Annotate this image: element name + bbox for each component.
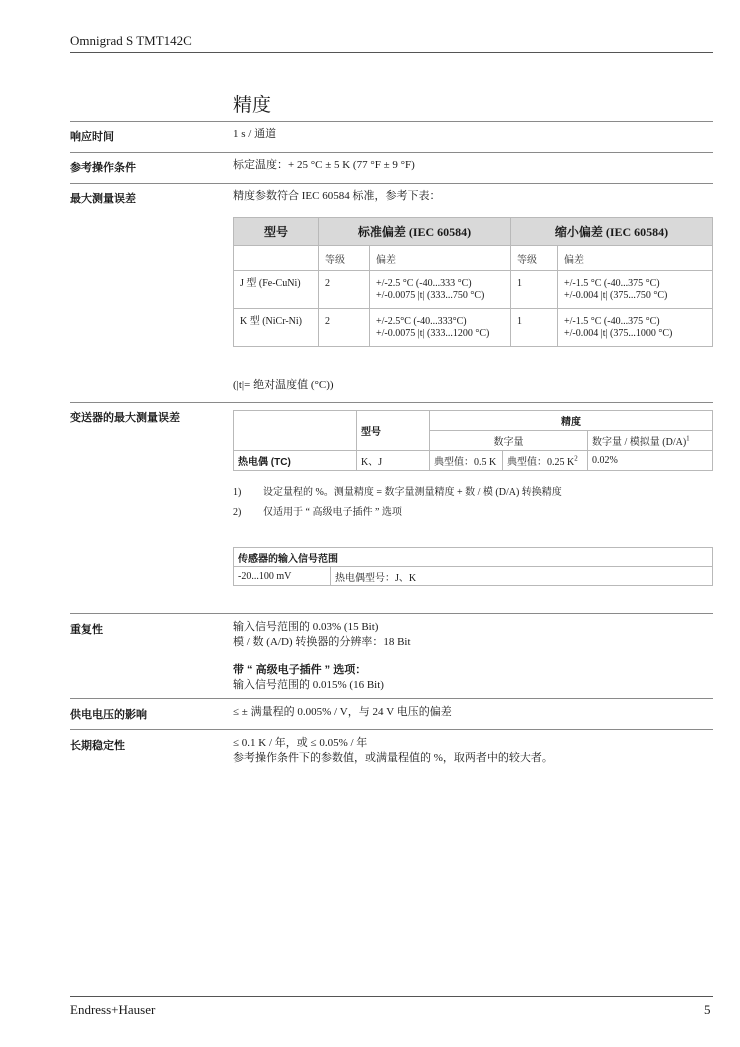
subheader-deviation: 偏差 <box>370 246 511 271</box>
cell-deviation: +/-1.5 °C (-40...375 °C) +/-0.004 |t| (375...750 °C) <box>558 271 713 309</box>
max-error-intro: 精度参数符合 IEC 60584 标准，参考下表： <box>233 190 441 202</box>
sensor-input-table <box>233 547 713 586</box>
cell-class: 1 <box>511 271 558 309</box>
row-divider <box>70 698 713 699</box>
section-title: 精度 <box>233 95 272 116</box>
page-number: 5 <box>704 1002 711 1017</box>
cell-class: 2 <box>319 309 370 347</box>
max-error-label: 最大测量误差 <box>70 193 136 205</box>
cell-deviation: +/-1.5 °C (-40...375 °C) +/-0.004 |t| (375...1000 °C) <box>558 309 713 347</box>
cell-type: K、J <box>357 451 430 471</box>
subheader-class: 等级 <box>319 246 370 271</box>
document-header-title: Omnigrad S TMT142C <box>70 33 192 48</box>
supply-voltage-label: 供电电压的影响 <box>70 709 147 721</box>
reference-conditions-label: 参考操作条件 <box>70 162 136 174</box>
table-header-reduced-deviation: 缩小偏差 (IEC 60584) <box>511 218 713 246</box>
long-term-stability-label: 长期稳定性 <box>70 740 125 752</box>
table-cell-empty <box>234 411 357 451</box>
supply-voltage-value: ≤ ± 满量程的 0.005% / V，与 24 V 电压的偏差 <box>233 706 452 718</box>
row-divider <box>70 613 713 614</box>
table-row <box>234 567 713 586</box>
row-divider <box>70 729 713 730</box>
transmitter-accuracy-table <box>233 410 713 471</box>
footer-divider <box>70 996 713 997</box>
cell-da-value: 0.02% <box>588 451 713 471</box>
subheader-deviation: 偏差 <box>558 246 713 271</box>
table-row <box>234 271 713 309</box>
reference-conditions-value: 标定温度：+ 25 °C ± 5 K (77 °F ± 9 °F) <box>233 159 415 171</box>
table-header-accuracy: 精度 <box>430 411 713 431</box>
row-divider <box>70 121 713 122</box>
row-divider <box>70 183 713 184</box>
subheader-digital: 数字量 <box>430 431 588 451</box>
cell-typical-value: 典型值：0.5 K <box>430 451 503 471</box>
cell-class: 1 <box>511 309 558 347</box>
response-time-value: 1 s / 通道 <box>233 128 277 140</box>
cell-typical-value: 典型值：0.25 $K^2$ <box>503 451 588 471</box>
footer-brand: Endress+Hauser <box>70 1002 156 1017</box>
subheader-class: 等级 <box>511 246 558 271</box>
response-time-label: 响应时间 <box>70 131 114 143</box>
cell-deviation: +/-2.5°C (-40...333°C) +/-0.0075 |t| (333...1200 °C) <box>370 309 511 347</box>
subheader-digital-analog: 数字量 / 模拟量 $(D/A)^1$ <box>588 431 713 451</box>
cell-input-range: -20...100 mV <box>234 567 331 586</box>
row-divider <box>70 152 713 153</box>
cell-class: 2 <box>319 271 370 309</box>
table-header-type: 型号 <box>234 218 319 246</box>
table-row <box>234 309 713 347</box>
long-term-stability-value: ≤ 0.1 K / 年，或 ≤ 0.05% / 年 参考操作条件下的参数值，或满量程值的 %，取两者中的较大者。 <box>233 737 553 764</box>
footnote: 2) 仅适用于 “ 高级电子插件 ” 选项 <box>233 507 402 518</box>
accuracy-table <box>233 217 713 347</box>
table-header-type: 型号 <box>357 411 430 451</box>
table-cell-empty <box>234 246 319 271</box>
transmitter-error-label: 变送器的最大测量误差 <box>70 412 180 424</box>
header-divider <box>70 52 713 53</box>
table-header-standard-deviation: 标准偏差 (IEC 60584) <box>319 218 511 246</box>
cell-type: J 型 (Fe-CuNi) <box>234 271 319 309</box>
repeatability-label: 重复性 <box>70 624 103 636</box>
absolute-temperature-note: (|t|= 绝对温度值 (°C)) <box>233 379 334 391</box>
table-row <box>234 451 713 471</box>
table-header-sensor-range: 传感器的输入信号范围 <box>234 548 713 567</box>
cell-thermocouple: 热电偶 (TC) <box>234 451 357 471</box>
repeatability-value: 输入信号范围的 0.03% (15 Bit) 模 / 数 (A/D) 转换器的分辨率：18 Bit 带 “ 高级电子插件 ” 选项： 输入信号范围的 0.015% (16 Bit) <box>233 621 411 691</box>
row-divider <box>70 402 713 403</box>
cell-deviation: +/-2.5 °C (-40...333 °C) +/-0.0075 |t| (333...750 °C) <box>370 271 511 309</box>
footnote: 1) 设定量程的 %。测量精度 = 数字量测量精度 + 数 / 模 (D/A) 转换精度 <box>233 487 562 498</box>
cell-thermocouple-types: 热电偶型号：J、K <box>331 567 713 586</box>
cell-type: K 型 (NiCr-Ni) <box>234 309 319 347</box>
